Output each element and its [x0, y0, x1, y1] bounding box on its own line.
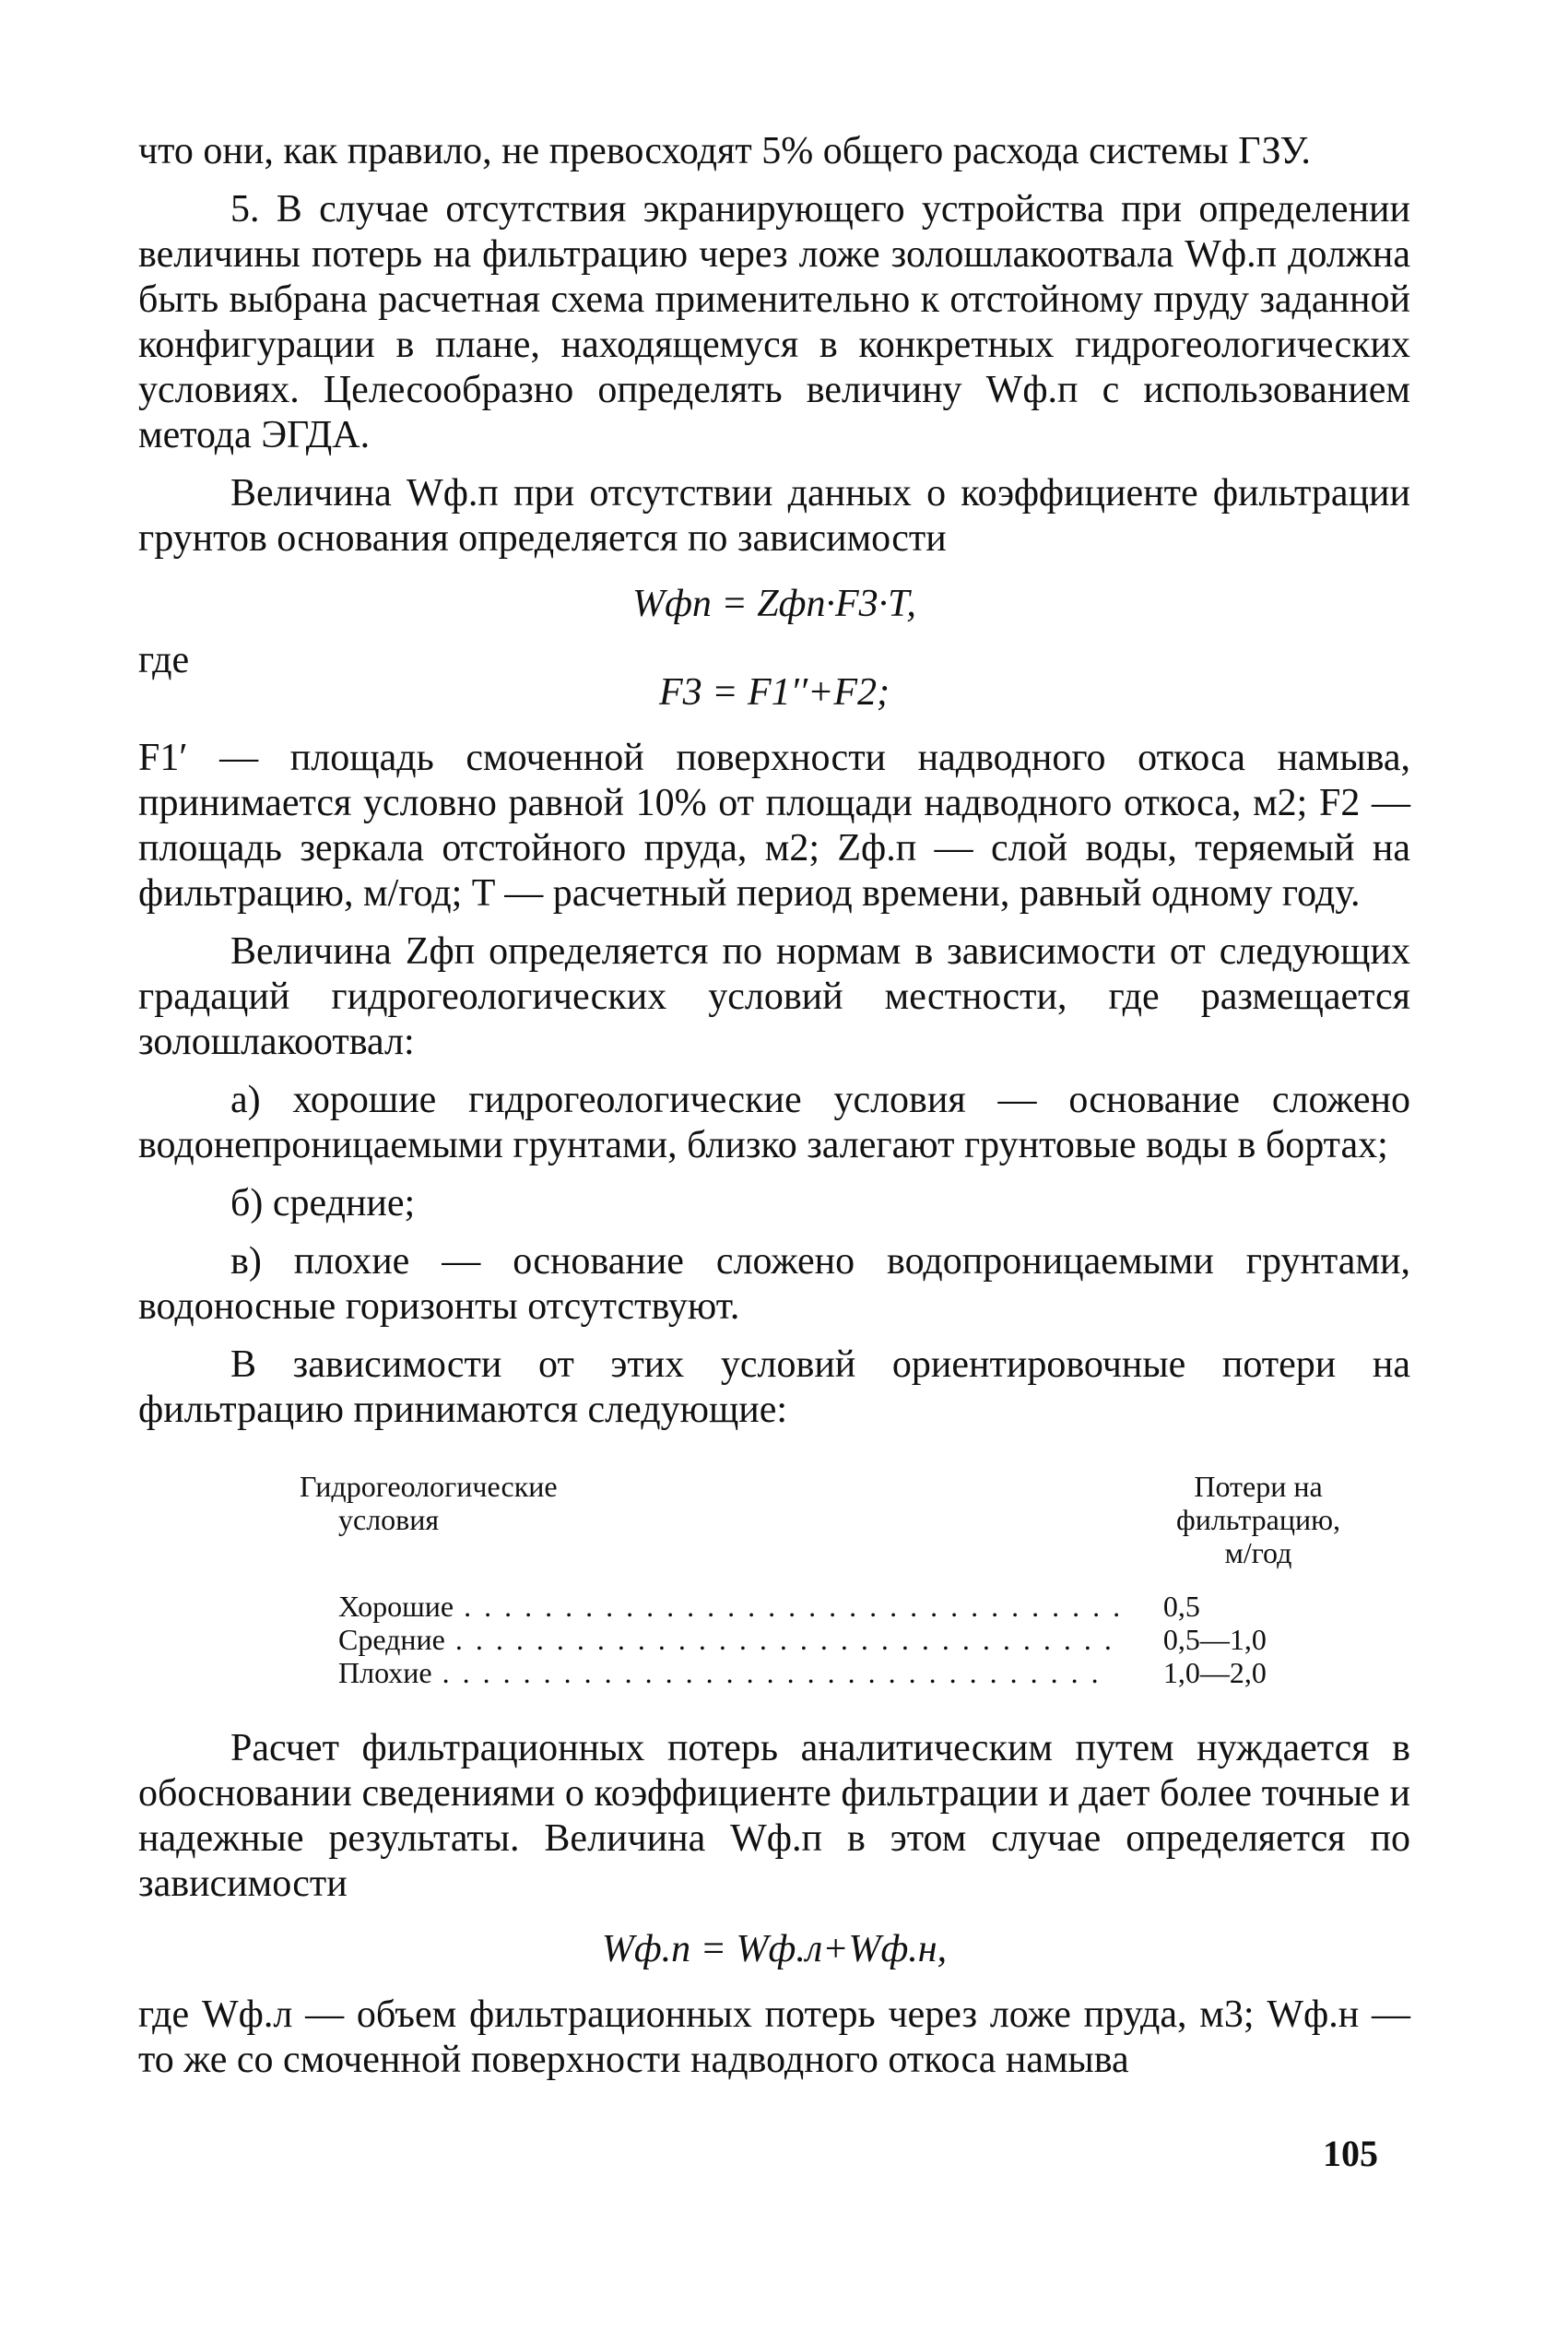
table-row	[300, 1590, 1378, 1623]
page-body	[138, 129, 1410, 2083]
paragraph: 5. В случае отсутствия экранирующего устройства при определении величины потерь на фильтрацию через ложе золошлакоотвала Wф.п должна быть выбрана расчетная схема применительно к отстойному пруду заданной конфигурации в плане, находящемуся в конкретных гидрогеологических условиях. Целесообразно определять величину Wф.п с использованием метода ЭГДА.	[138, 188, 1410, 456]
paragraph: Расчет фильтрационных потерь аналитическим путем нуждается в обосновании сведениями о коэффициенте фильтрации и дает более точные и надежные результаты. Величина Wф.п в этом случае определяется по зависимости	[138, 1727, 1410, 1905]
paragraph: Величина Zфп определяется по нормам в зависимости от следующих градаций гидрогеологических условий местности, где размещается золошлакоотвал:	[138, 930, 1410, 1063]
row-value: 0,5	[1162, 1590, 1200, 1623]
column-header: Потери на фильтрацию, м/год	[1176, 1470, 1340, 1569]
row-label: Плохие . . .	[300, 1656, 1126, 1689]
column-header: Гидрогеологические условия	[300, 1470, 558, 1536]
row-label: Хорошие . . .	[300, 1590, 1126, 1623]
losses-table	[300, 1470, 1378, 1689]
paragraph: где Wф.л — объем фильтрационных потерь через ложе пруда, м3; Wф.н — то же со смоченной поверхности надводного откоса намыва	[138, 1993, 1410, 2081]
page-number: 105	[1323, 2133, 1378, 2174]
paragraph: что они, как правило, не превосходят 5% общего расхода системы ГЗУ.	[138, 130, 1311, 172]
paragraph: В зависимости от этих условий ориентировочные потери на фильтрацию принимаются следующие:	[138, 1343, 1410, 1431]
where-label: где	[138, 639, 190, 681]
table-row	[300, 1656, 1378, 1689]
formula: F3 = F1′′+F2;	[658, 671, 890, 714]
paragraph: Величина Wф.п при отсутствии данных о коэффициенте фильтрации грунтов основания определяется по зависимости	[138, 472, 1410, 560]
table-row	[300, 1623, 1378, 1656]
row-value: 1,0—2,0	[1162, 1656, 1267, 1689]
table-header	[300, 1470, 1378, 1569]
formula: Wфп = Zфп·F3·T,	[632, 583, 916, 625]
paragraph: F1′ — площадь смоченной поверхности надводного откоса намыва, принимается условно равной 10% от площади надводного откоса, м2; F2 — площадь зеркала отстойного пруда, м2; Zф.п — слой воды, теряемый на фильтрацию, м/год; T — расчетный период времени, равный одному году.	[138, 737, 1410, 915]
row-label: Средние . . .	[300, 1623, 1126, 1656]
list-item: в) плохие — основание сложено водопроницаемыми грунтами, водоносные горизонты отсутствуют.	[138, 1240, 1410, 1328]
row-value: 0,5—1,0	[1162, 1623, 1267, 1656]
list-item: б) средние;	[230, 1182, 416, 1224]
formula: Wф.п = Wф.л+Wф.н,	[601, 1928, 948, 1970]
list-item: а) хорошие гидрогеологические условия — основание сложено водонепроницаемыми грунтами, близко залегают грунтовые воды в бортах;	[138, 1079, 1410, 1166]
